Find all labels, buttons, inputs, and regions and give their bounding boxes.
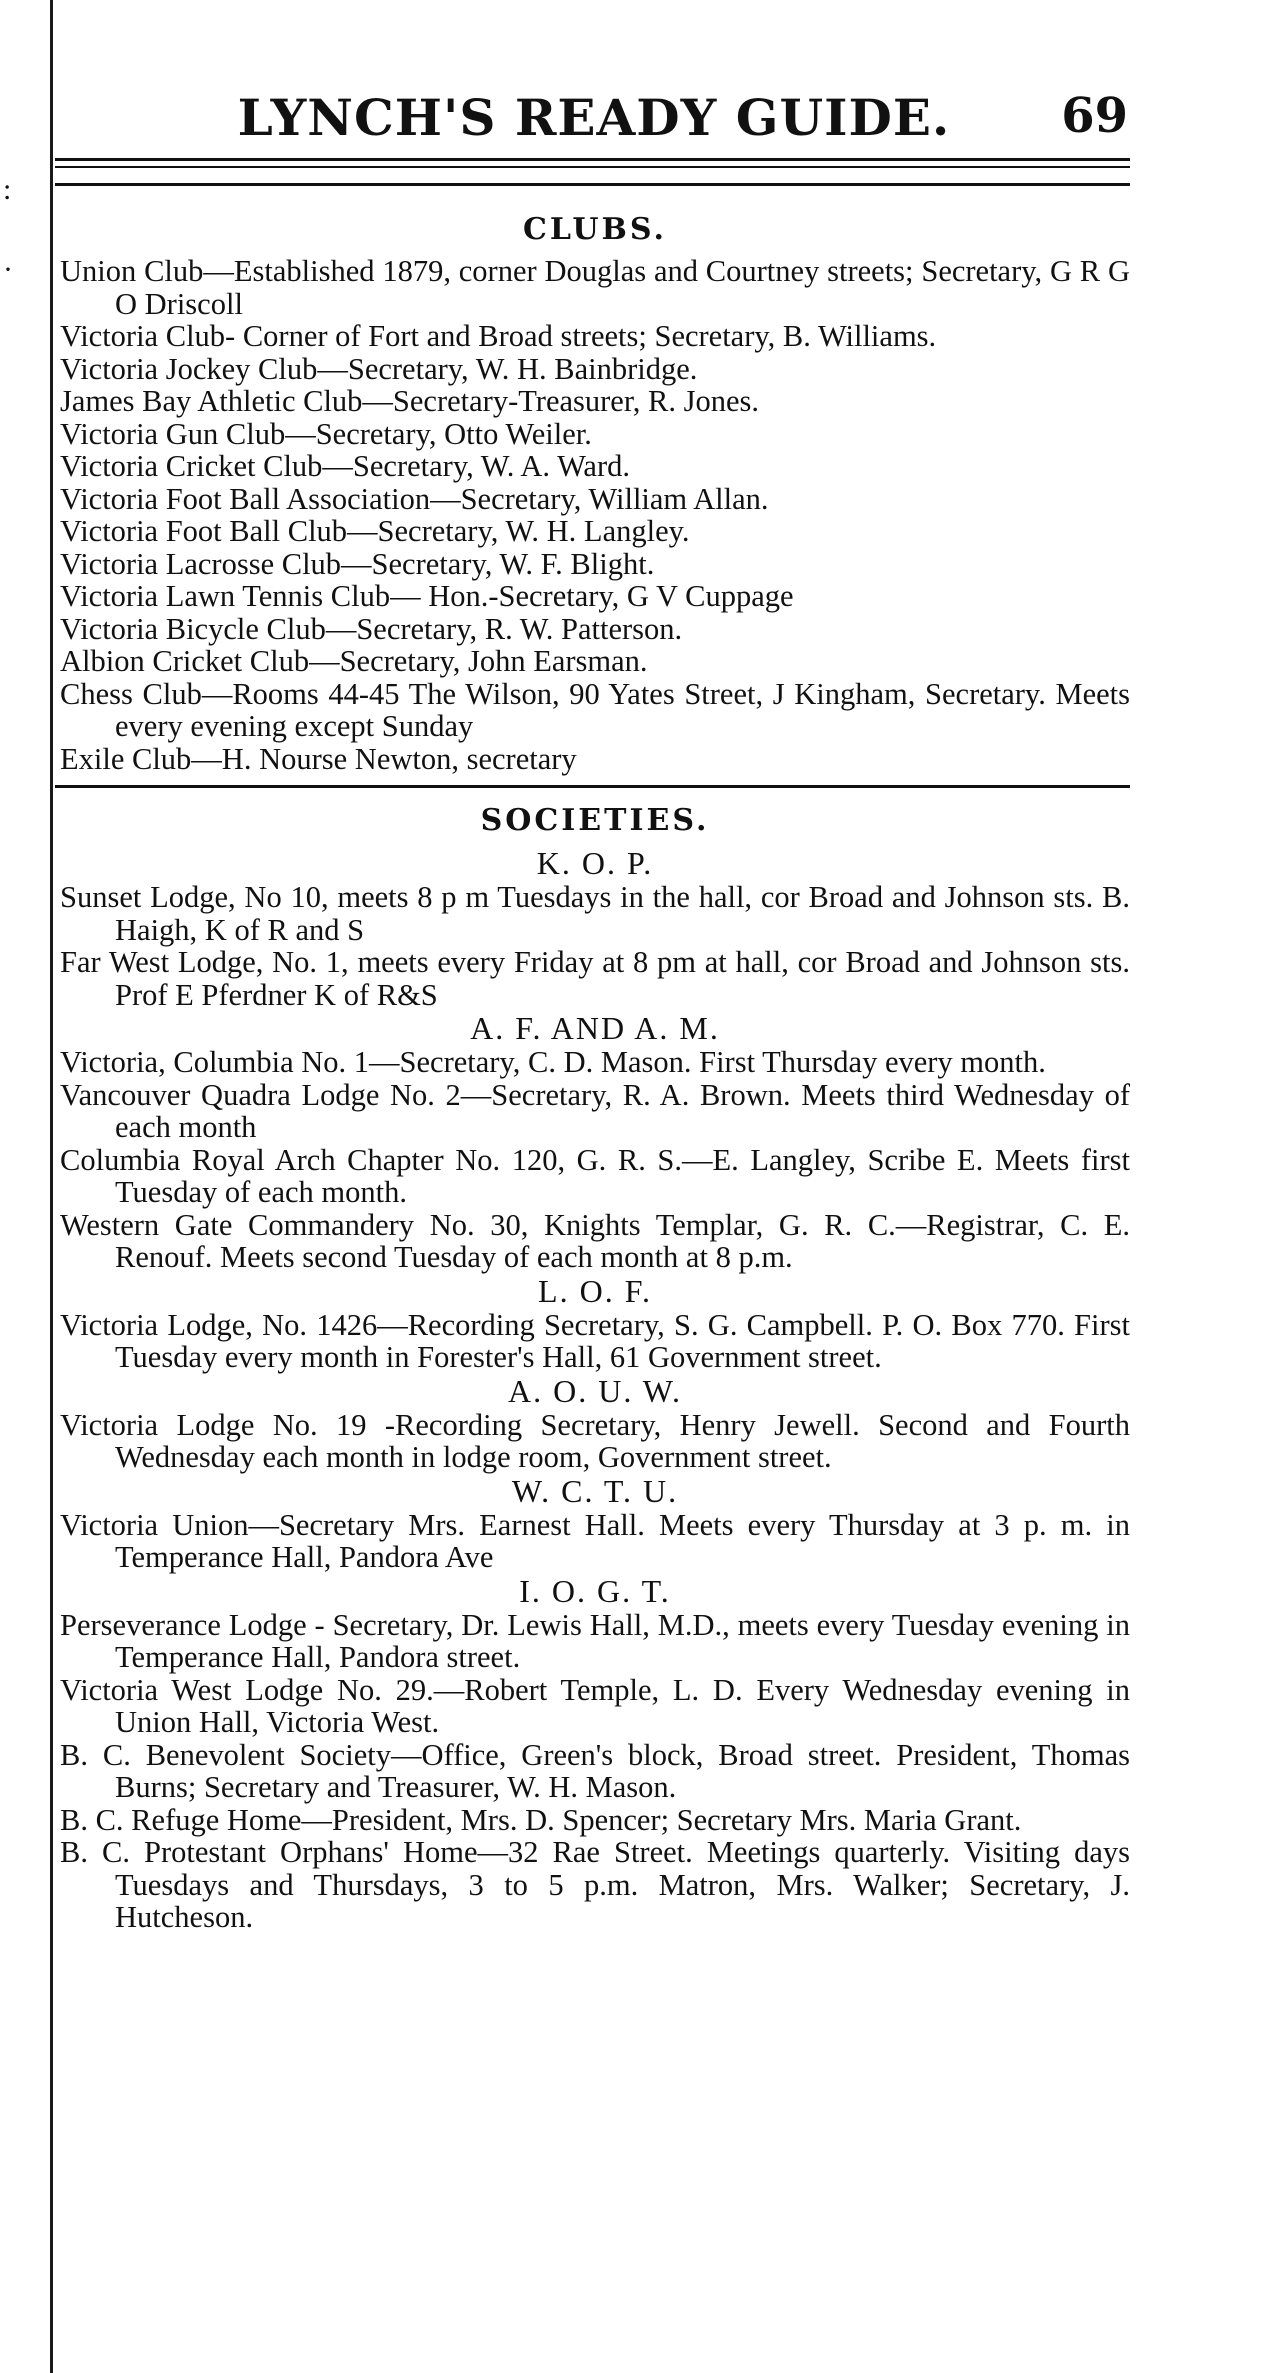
content-column <box>60 205 1130 1934</box>
list-item: Victoria Lacrosse Club—Secretary, W. F. Blight. <box>60 546 655 581</box>
afam-heading: A. F. AND A. M. <box>470 1010 720 1046</box>
list-item: Victoria Cricket Club—Secretary, W. A. Ward. <box>60 449 630 483</box>
margin-mark: : <box>3 173 12 206</box>
list-item: Chess Club—Rooms 44-45 The Wilson, 90 Yates Street, J Kingham, Secretary. Meets every evening except Sunday <box>60 676 1130 743</box>
list-item: Victoria, Columbia No. 1—Secretary, C. D. Mason. First Thursday every month. <box>60 1045 1046 1079</box>
list-item: Perseverance Lodge - Secretary, Dr. Lewis Hall, M.D., meets every Tuesday evening in Temperance Hall, Pandora street. <box>60 1607 1130 1674</box>
list-item: B. C. Benevolent Society—Office, Green's block, Broad street. President, Thomas Burns; Secretary and Treasurer, W. H. Mason. <box>60 1737 1130 1804</box>
iogt-heading: I. O. G. T. <box>519 1572 671 1609</box>
list-item: Victoria Bicycle Club—Secretary, R. W. Patterson. <box>60 611 683 646</box>
societies-heading: SOCIETIES. <box>480 803 710 838</box>
list-item: Victoria Foot Ball Club—Secretary, W. H. Langley. <box>60 514 690 548</box>
list-item: Victoria West Lodge No. 29.—Robert Temple, L. D. Every Wednesday evening in Union Hall, Victoria West. <box>60 1672 1130 1739</box>
list-item: Albion Cricket Club—Secretary, John Earsman. <box>60 644 648 678</box>
list-item: Western Gate Commandery No. 30, Knights Templar, G. R. C.—Registrar, C. E. Renouf. Meets second Tuesday of each month at 8 p.m. <box>60 1207 1130 1274</box>
aouw-heading: A. O. U. W. <box>507 1372 682 1409</box>
list-item: Victoria Jockey Club—Secretary, W. H. Bainbridge. <box>60 351 698 386</box>
list-item: Victoria Union—Secretary Mrs. Earnest Hall. Meets every Thursday at 3 p. m. in Temperance Hall, Pandora Ave <box>60 1507 1130 1574</box>
list-item: Vancouver Quadra Lodge No. 2—Secretary, R. A. Brown. Meets third Wednesday of each month <box>60 1077 1130 1144</box>
header-rule <box>55 158 1130 161</box>
page-header <box>60 80 1128 160</box>
list-item: Victoria Club- Corner of Fort and Broad streets; Secretary, B. Williams. <box>60 319 937 353</box>
running-title: LYNCH'S READY GUIDE. <box>237 88 951 147</box>
list-item: Sunset Lodge, No 10, meets 8 p m Tuesdays in the hall, cor Broad and Johnson sts. B. Haigh, K of R and S <box>60 880 1130 947</box>
header-rule-double <box>55 166 1130 168</box>
list-item: Columbia Royal Arch Chapter No. 120, G. R. S.—E. Langley, Scribe E. Meets first Tuesday of each month. <box>60 1142 1130 1209</box>
wctu-heading: W. C. T. U. <box>511 1472 679 1509</box>
list-item: Victoria Lodge No. 19 -Recording Secretary, Henry Jewell. Second and Fourth Wednesday each month in lodge room, Government street. <box>60 1407 1130 1474</box>
lof-heading: L. O. F. <box>538 1272 652 1309</box>
left-margin-rule <box>50 0 53 2373</box>
list-item: Exile Club—H. Nourse Newton, secretary <box>60 741 577 776</box>
kop-heading: K. O. P. <box>536 845 654 881</box>
list-item: B. C. Protestant Orphans' Home—32 Rae Street. Meetings quarterly. Visiting days Tuesdays and Thursdays, 3 to 5 p.m. Matron, Mrs. Walker; Secretary, J. Hutcheson. <box>60 1835 1130 1934</box>
list-item: Union Club—Established 1879, corner Douglas and Courtney streets; Secretary, G R G O Driscoll <box>60 254 1130 321</box>
clubs-heading: CLUBS. <box>523 212 667 247</box>
list-item: Far West Lodge, No. 1, meets every Friday at 8 pm at hall, cor Broad and Johnson sts. Prof E Pferdner K of R&S <box>60 945 1130 1012</box>
list-item: Victoria Lodge, No. 1426—Recording Secretary, S. G. Campbell. P. O. Box 770. First Tuesday every month in Forester's Hall, 61 Government street. <box>60 1307 1130 1374</box>
list-item: Victoria Gun Club—Secretary, Otto Weiler. <box>60 416 592 451</box>
header-rule-lower <box>55 183 1130 186</box>
margin-mark: · <box>3 253 13 286</box>
section-divider <box>55 785 1130 788</box>
list-item: Victoria Foot Ball Association—Secretary, William Allan. <box>60 481 769 516</box>
list-item: James Bay Athletic Club—Secretary-Treasurer, R. Jones. <box>60 384 760 418</box>
list-item: B. C. Refuge Home—President, Mrs. D. Spencer; Secretary Mrs. Maria Grant. <box>60 1802 1022 1837</box>
list-item: Victoria Lawn Tennis Club— Hon.-Secretary, G V Cuppage <box>60 579 794 613</box>
page-number: 69 <box>1061 88 1128 144</box>
